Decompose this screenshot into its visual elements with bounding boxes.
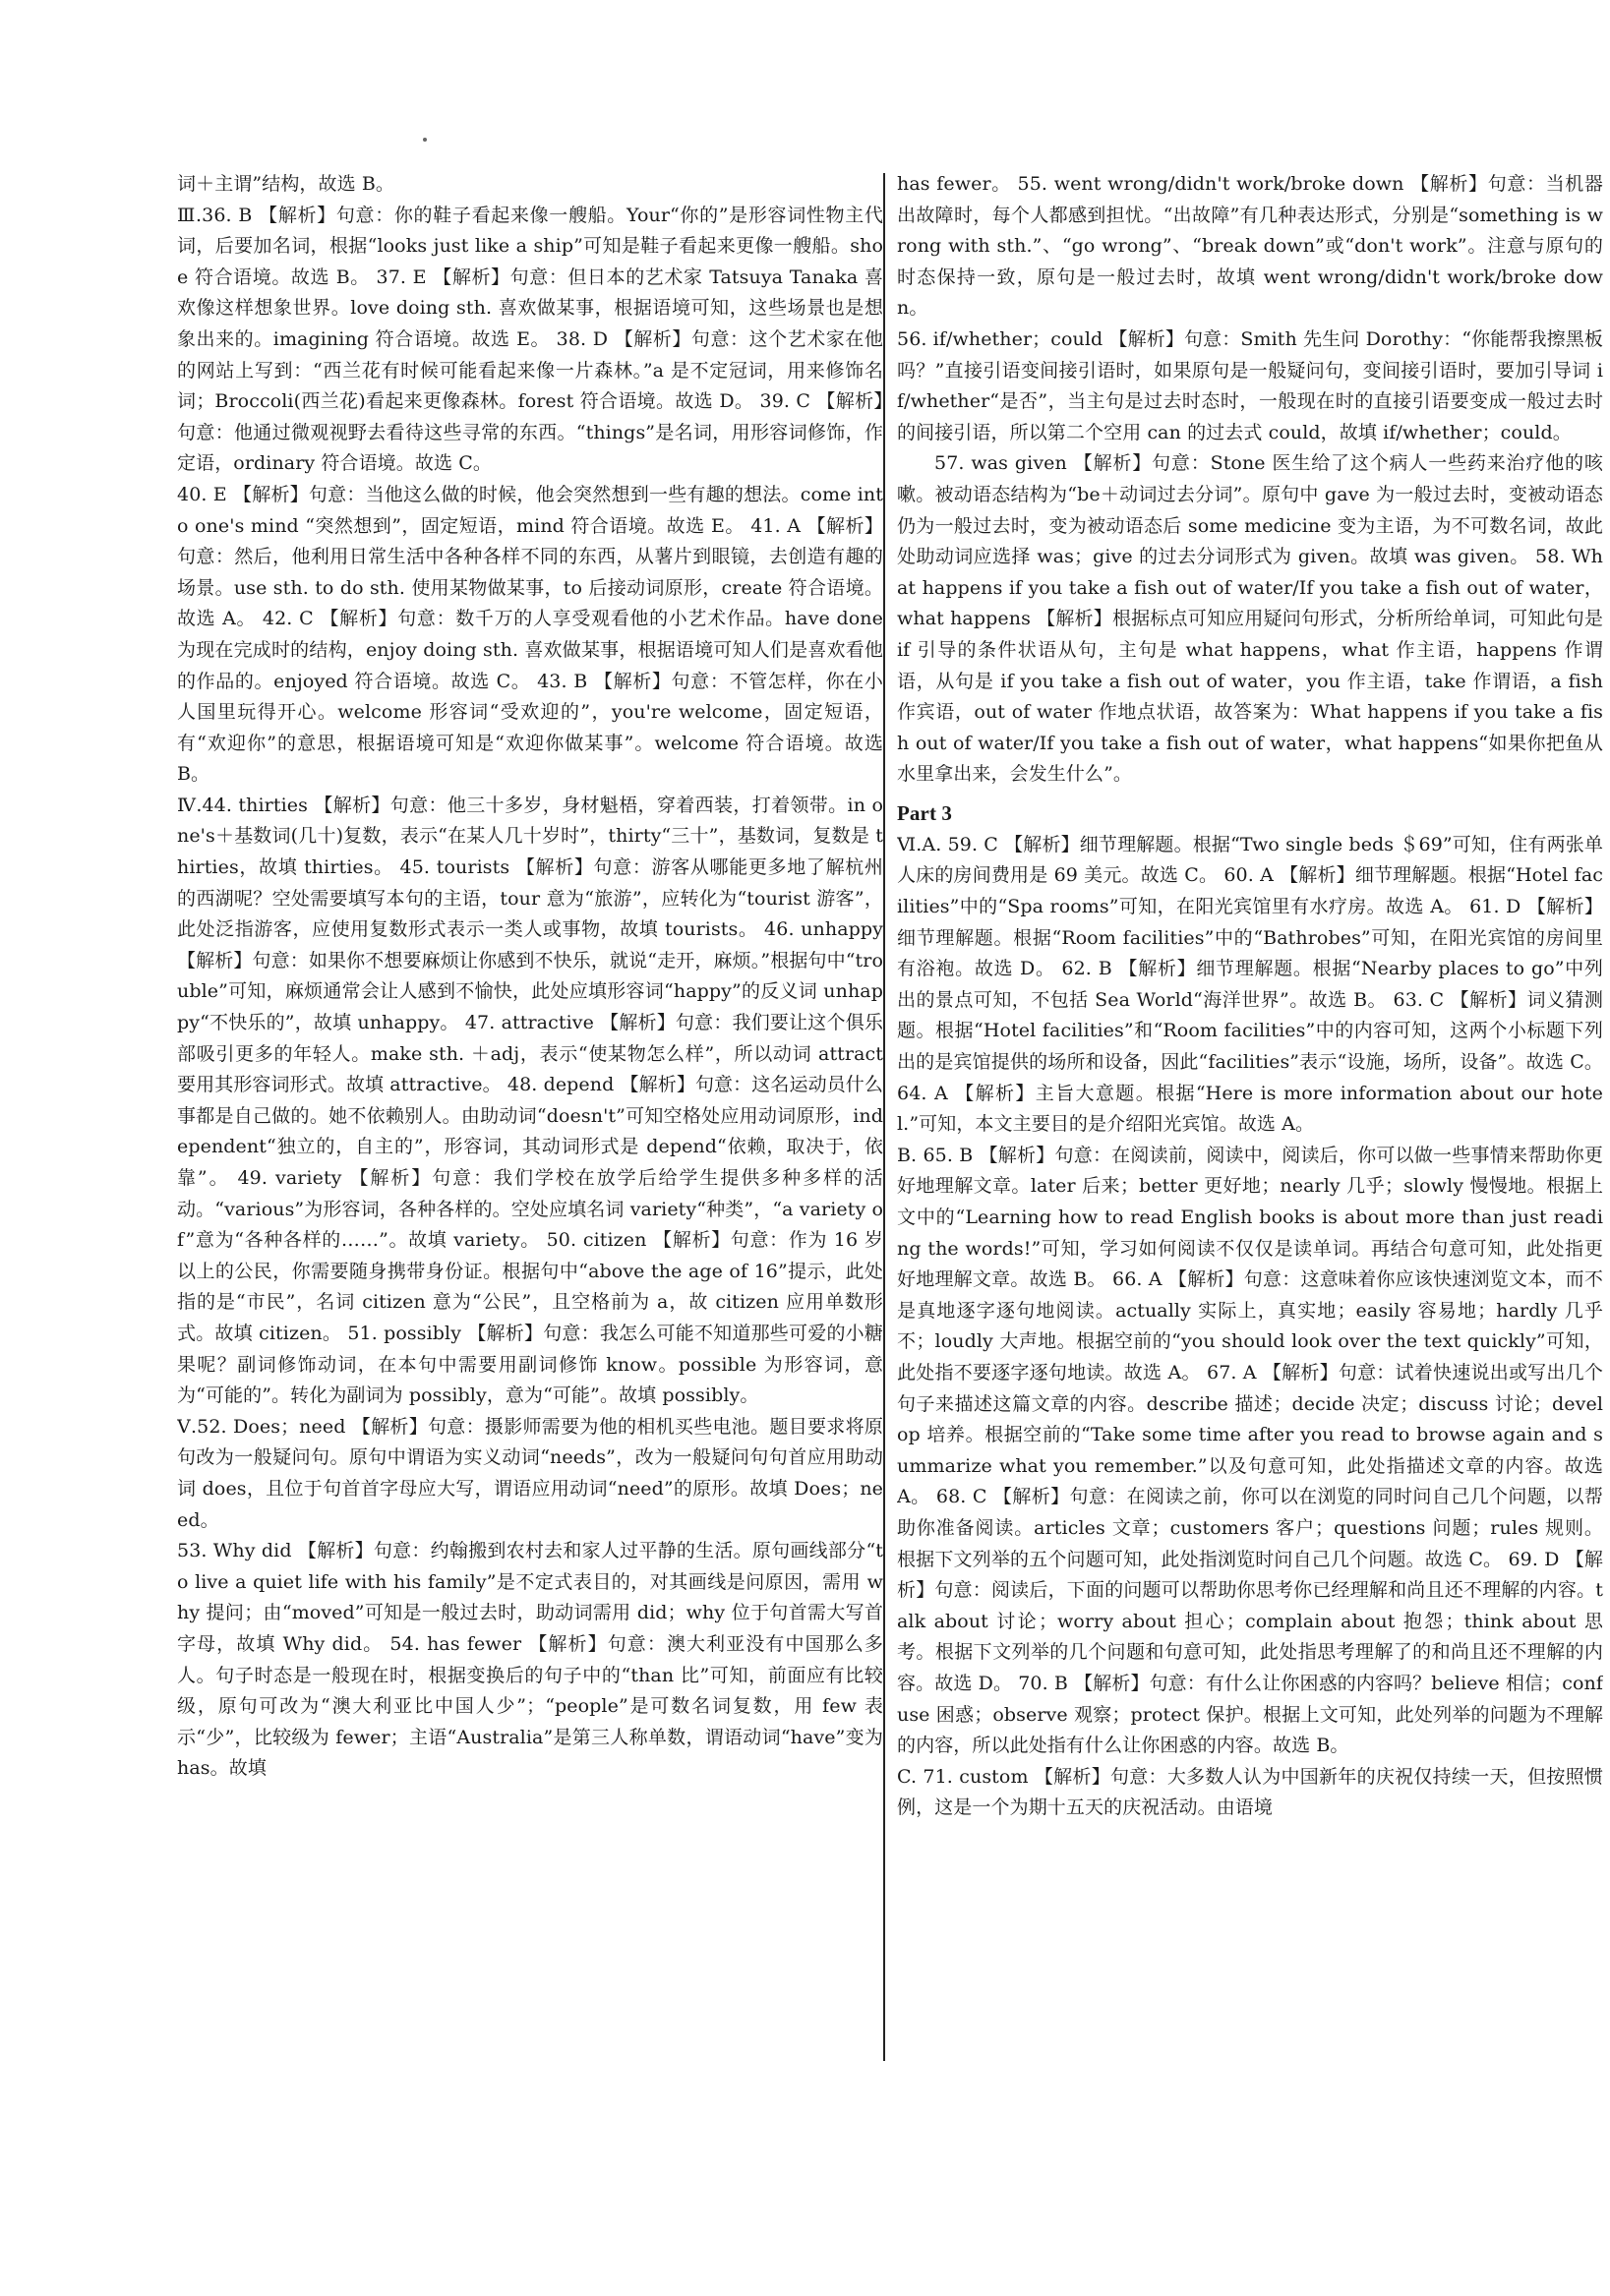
left-paragraph-5: Ⅴ.52. Does；need 【解析】句意：摄影师需要为他的相机买些电池。题目要求将原句改为一般疑问句。原句中谓语为实义动词“needs”，改为一般疑问句句首应用助动词 does，且位于句首首字母应大写，谓语应用动词“need”的原形。故填 Does；need。 xyxy=(177,1415,883,1531)
left-paragraph-3: 40. E 【解析】句意：当他这么做的时候，他会突然想到一些有趣的想法。come into one's mind “突然想到”，固定短语，mind 符合语境。故选 E。 41. A 【解析】句意：然后，他利用日常生活中各种各样不同的东西，从薯片到眼镜，去创造有趣的场景。use sth. to do sth. 使用某物做某事，to 后接动词原形，create 符合语境。故选 A。 42. C 【解析】句意：数千万的人享受观看他的小艺术作品。have done 为现在完成时的结构，enjoy doing sth. 喜欢做某事，根据语境可知人们是喜欢看他的作品的。enjoyed 符合语境。故选 C。 43. B 【解析】句意：不管怎样，你在小人国里玩得开心。welcome 形容词“受欢迎的”，you're welcome，固定短语，有“欢迎你”的意思，根据语境可知是“欢迎你做某事”。welcome 符合语境。故选 B。 xyxy=(177,483,883,786)
right-paragraph-2: 56. if/whether；could 【解析】句意：Smith 先生问 Dorothy：“你能帮我擦黑板吗？”直接引语变间接引语时，如果原句是一般疑问句，变间接引语时，要加引导词 if/whether“是否”，当主句是过去时态时，一般现在时的直接引语要变成一般过去时的间接引语，所以第二个空用 can 的过去式 could，故填 if/whether；could。 xyxy=(897,327,1603,443)
left-paragraph-6: 53. Why did 【解析】句意：约翰搬到农村去和家人过平静的生活。原句画线部分“to live a quiet life with his family”是不定式表目的，对其画线是问原因，需用 why 提问；由“moved”可知是一般过去时，助动词需用 did；why 位于句首需大写首字母，故填 Why did。 54. has fewer 【解析】句意：澳大利亚没有中国那么多人。句子时态是一般现在时，根据变换后的句子中的“than 比”可知，前面应有比较级，原句可改为“澳大利亚比中国人少”；“people”是可数名词复数，用 few 表示“少”，比较级为 fewer；主语“Australia”是第三人称单数，谓语动词“have”变为 has。故填 xyxy=(177,1540,883,1780)
left-paragraph-2: Ⅲ.36. B 【解析】句意：你的鞋子看起来像一艘船。Your“你的”是形容词性物主代词，后要加名词，根据“looks just like a ship”可知是鞋子看起来更像一艘船。shoe 符合语境。故选 B。 37. E 【解析】句意：但日本的艺术家 Tatsuya Tanaka 喜欢像这样想象世界。love doing sth. 喜欢做某事，根据语境可知，这些场景也是想象出来的。imagining 符合语境。故选 E。 38. D 【解析】句意：这个艺术家在他的网站上写到：“西兰花有时候可能看起来像一片森林。”a 是不定冠词，用来修饰名词；Broccoli(西兰花)看起来更像森林。forest 符合语境。故选 D。 39. C 【解析】句意：他通过微观视野去看待这些寻常的东西。“things”是名词，用形容词修饰，作定语，ordinary 符合语境。故选 C。 xyxy=(177,204,883,475)
right-paragraph-5: B. 65. B 【解析】句意：在阅读前，阅读中，阅读后，你可以做一些事情来帮助你更好地理解文章。later 后来；better 更好地；nearly 几乎；slowly 慢慢地。根据上文中的“Learning how to read English books is about more than just reading the words!”可知，学习如何阅读不仅仅是读单词。再结合句意可知，此处指更好地理解文章。故选 B。 66. A 【解析】句意：这意味着你应该快速浏览文本，而不是真地逐字逐句地阅读。actually 实际上，真实地；easily 容易地；hardly 几乎不；loudly 大声地。根据空前的“you should look over the text quickly”可知，此处指不要逐字逐句地读。故选 A。 67. A 【解析】句意：试着快速说出或写出几个句子来描述这篇文章的内容。describe 描述；decide 决定；discuss 讨论；develop 培养。根据空前的“Take some time after you read to browse again and summarize what you remember.”以及句意可知，此处指描述文章的内容。故选 A。 68. C 【解析】句意：在阅读之前，你可以在浏览的同时问自己几个问题，以帮助你准备阅读。articles 文章；customers 客户；questions 问题；rules 规则。根据下文列举的五个问题可知，此处指浏览时问自己几个问题。故选 C。 69. D 【解析】句意：阅读后，下面的问题可以帮助你思考你已经理解和尚且还不理解的内容。talk about 讨论；worry about 担心；complain about 抱怨；think about 思考。根据下文列举的几个问题和句意可知，此处指思考理解了的和尚且还不理解的内容。故选 D。 70. B 【解析】句意：有什么让你困惑的内容吗？believe 相信；confuse 困惑；observe 观察；protect 保护。根据上文可知，此处列举的问题为不理解的内容，所以此处指有什么让你困惑的内容。故选 B。 xyxy=(897,1144,1603,1757)
right-paragraph-3: 57. was given 【解析】句意：Stone 医生给了这个病人一些药来治疗他的咳嗽。被动语态结构为“be＋动词过去分词”。原句中 gave 为一般过去时，变被动语态仍为一般过去时，变为被动语态后 some medicine 变为主语，为不可数名词，故此处助动词应选择 was；give 的过去分词形式为 given。故填 was given。 58. What happens if you take a fish out of water/If you take a fish out of water，what happens 【解析】根据标点可知应用疑问句形式，分析所给单词，可知此句是 if 引导的条件状语从句，主句是 what happens，what 作主语，happens 作谓语，从句是 if you take a fish out of water，you 作主语，take 作谓语，a fish 作宾语，out of water 作地点状语，故答案为：What happens if you take a fish out of water/If you take a fish out of water，what happens“如果你把鱼从水里拿出来，会发生什么”。 xyxy=(897,452,1603,786)
column-divider xyxy=(883,173,885,2061)
right-paragraph-4: Ⅵ.A. 59. C 【解析】细节理解题。根据“Two single beds ＄69”可知，住有两张单人床的房间费用是 69 美元。故选 C。 60. A 【解析】细节理解题。根据“Hotel facilities”中的“Spa rooms”可知，在阳光宾馆里有水疗房。故选 A。 61. D 【解析】细节理解题。根据“Room facilities”中的“Bathrobes”可知，在阳光宾馆的房间里有浴袍。故选 D。 62. B 【解析】细节理解题。根据“Nearby places to go”中列出的景点可知，不包括 Sea World“海洋世界”。故选 B。 63. C 【解析】词义猜测题。根据“Hotel facilities”和“Room facilities”中的内容可知，这两个小标题下列出的是宾馆提供的场所和设备，因此“facilities”表示“设施，场所，设备”。故选 C。 64. A 【解析】主旨大意题。根据“Here is more information about our hotel.”可知，本文主要目的是介绍阳光宾馆。故选 A。 xyxy=(897,833,1603,1136)
page-mark xyxy=(423,138,427,142)
right-column xyxy=(897,169,1603,2214)
right-paragraph-1: has fewer。 55. went wrong/didn't work/broke down 【解析】句意：当机器出故障时，每个人都感到担忧。“出故障”有几种表达形式，分别是“something is wrong with sth.”、“go wrong”、“break down”或“don't work”。注意与原句的时态保持一致，原句是一般过去时，故填 went wrong/didn't work/broke down。 xyxy=(897,173,1603,320)
left-column xyxy=(177,169,883,2214)
right-paragraph-6: C. 71. custom 【解析】句意：大多数人认为中国新年的庆祝仅持续一天，但按照惯例，这是一个为期十五天的庆祝活动。由语境 xyxy=(897,1765,1603,1819)
left-paragraph-1: 词＋主谓”结构，故选 B。 xyxy=(177,173,395,195)
left-paragraph-4: Ⅳ.44. thirties 【解析】句意：他三十多岁，身材魁梧，穿着西装，打着领带。in one's＋基数词(几十)复数，表示“在某人几十岁时”，thirty“三十”，基数词，复数是 thirties，故填 thirties。 45. tourists 【解析】句意：游客从哪能更多地了解杭州的西湖呢？空处需要填写本句的主语，tour 意为“旅游”，应转化为“tourist 游客”，此处泛指游客，应使用复数形式表示一类人或事物，故填 tourists。 46. unhappy 【解析】句意：如果你不想要麻烦让你感到不快乐，就说“走开，麻烦。”根据句中“trouble”可知，麻烦通常会让人感到不愉快，此处应填形容词“happy”的反义词 unhappy“不快乐的”，故填 unhappy。 47. attractive 【解析】句意：我们要让这个俱乐部吸引更多的年轻人。make sth. ＋adj，表示“使某物怎么样”，所以动词 attract 要用其形容词形式。故填 attractive。 48. depend 【解析】句意：这名运动员什么事都是自己做的。她不依赖别人。由助动词“doesn't”可知空格处应用动词原形，independent“独立的，自主的”，形容词，其动词形式是 depend“依赖，取决于，依靠”。 49. variety 【解析】句意：我们学校在放学后给学生提供多种多样的活动。“various”为形容词，各种各样的。空处应填名词 variety“种类”，“a variety of”意为“各种各样的……”。故填 variety。 50. citizen 【解析】句意：作为 16 岁以上的公民，你需要随身携带身份证。根据句中“above the age of 16”提示，此处指的是“市民”，名词 citizen 意为“公民”，且空格前为 a，故 citizen 应用单数形式。故填 citizen。 51. possibly 【解析】句意：我怎么可能不知道那些可爱的小糖果呢？副词修饰动词，在本句中需要用副词修饰 know。possible 为形容词，意为“可能的”。转化为副词为 possibly，意为“可能”。故填 possibly。 xyxy=(177,794,883,1407)
part-3-heading: Part 3 xyxy=(897,800,952,825)
